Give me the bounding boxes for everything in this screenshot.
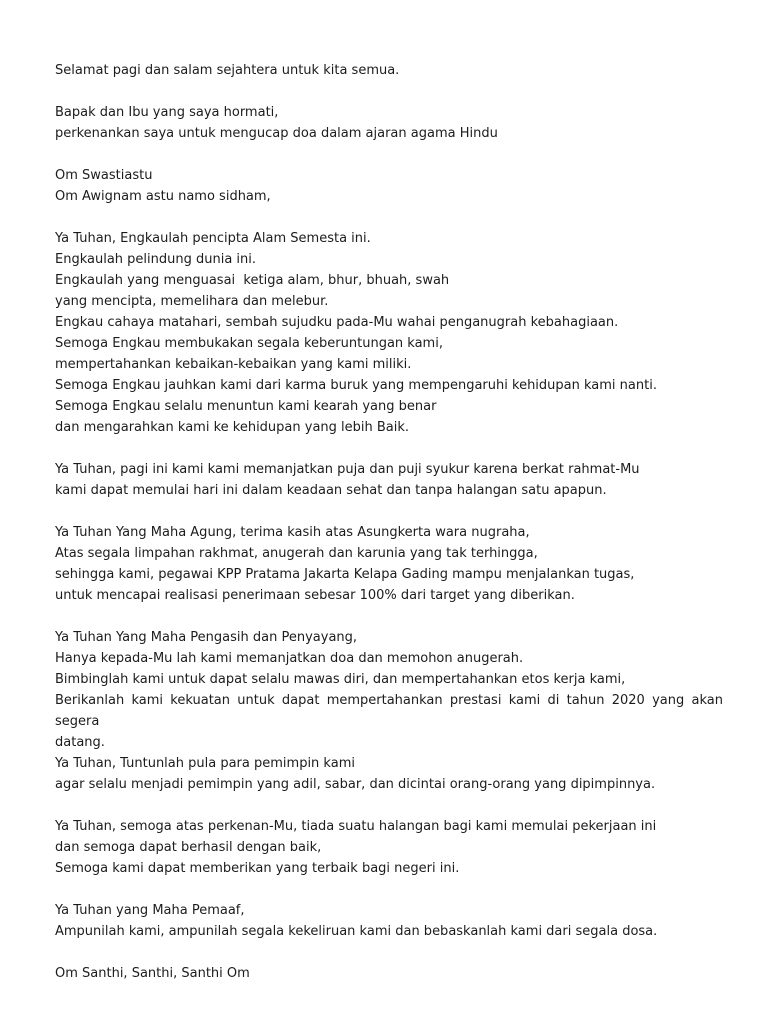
text-line: dan semoga dapat berhasil dengan baik, [55,840,322,855]
text-line: mempertahankan kebaikan-kebaikan yang kami miliki. [55,357,412,372]
text-line: Om Swastiastu [55,168,153,183]
paragraph-address [55,102,723,144]
text-line: Berikanlah kami kekuatan untuk dapat mempertahankan prestasi kami di tahun 2020 yang akan segera [55,693,723,729]
paragraph-closing-mantra [55,963,723,984]
paragraph-invocation [55,228,723,438]
paragraph-thanks [55,522,723,606]
paragraph-petition [55,627,723,795]
text-line: Semoga Engkau selalu menuntun kami kearah yang benar [55,399,437,414]
text-line: agar selalu menjadi pemimpin yang adil, sabar, dan dicintai orang-orang yang dipimpinnya. [55,777,656,792]
text-line: Engkaulah pelindung dunia ini. [55,252,257,267]
text-line: Ya Tuhan, semoga atas perkenan-Mu, tiada suatu halangan bagi kami memulai pekerjaan ini [55,819,657,834]
paragraph-greeting [55,60,723,81]
text-line: sehingga kami, pegawai KPP Pratama Jakarta Kelapa Gading mampu menjalankan tugas, [55,567,635,582]
text-line: Ampunilah kami, ampunilah segala kekeliruan kami dan bebaskanlah kami dari segala dosa. [55,924,658,939]
text-line: Semoga Engkau membukakan segala keberuntungan kami, [55,336,443,351]
document-page [55,60,723,1005]
text-line: Engkau cahaya matahari, sembah sujudku pada-Mu wahai penganugrah kebahagiaan. [55,315,619,330]
text-line: Om Awignam astu namo sidham, [55,189,271,204]
text-line: Ya Tuhan Yang Maha Agung, terima kasih atas Asungkerta wara nugraha, [55,525,530,540]
paragraph-opening-mantra [55,165,723,207]
text-line: Ya Tuhan Yang Maha Pengasih dan Penyayang, [55,630,358,645]
text-line: Semoga kami dapat memberikan yang terbaik bagi negeri ini. [55,861,460,876]
text-line: Bapak dan Ibu yang saya hormati, [55,105,279,120]
text-line: Om Santhi, Santhi, Santhi Om [55,966,250,981]
text-line: Atas segala limpahan rakhmat, anugerah dan karunia yang tak terhingga, [55,546,538,561]
paragraph-blessing [55,816,723,879]
text-line: untuk mencapai realisasi penerimaan sebesar 100% dari target yang diberikan. [55,588,575,603]
text-line: Bimbinglah kami untuk dapat selalu mawas diri, dan mempertahankan etos kerja kami, [55,672,626,687]
text-line: Hanya kepada-Mu lah kami memanjatkan doa dan memohon anugerah. [55,651,524,666]
text-line: kami dapat memulai hari ini dalam keadaan sehat dan tanpa halangan satu apapun. [55,483,607,498]
text-line: Ya Tuhan, Tuntunlah pula para pemimpin kami [55,756,355,771]
text-line: dan mengarahkan kami ke kehidupan yang lebih Baik. [55,420,410,435]
text-line: yang mencipta, memelihara dan melebur. [55,294,329,309]
text-line: Ya Tuhan yang Maha Pemaaf, [55,903,245,918]
text-line: Ya Tuhan, pagi ini kami kami memanjatkan puja dan puji syukur karena berkat rahmat-Mu [55,462,640,477]
text-line: Engkaulah yang menguasai ketiga alam, bhur, bhuah, swah [55,273,450,288]
text-line: Semoga Engkau jauhkan kami dari karma buruk yang mempengaruhi kehidupan kami nanti. [55,378,657,393]
text-line: datang. [55,735,105,750]
text-line: Selamat pagi dan salam sejahtera untuk kita semua. [55,63,400,78]
text-line: Ya Tuhan, Engkaulah pencipta Alam Semesta ini. [55,231,371,246]
paragraph-gratitude [55,459,723,501]
paragraph-forgiveness [55,900,723,942]
text-line: perkenankan saya untuk mengucap doa dalam ajaran agama Hindu [55,126,498,141]
